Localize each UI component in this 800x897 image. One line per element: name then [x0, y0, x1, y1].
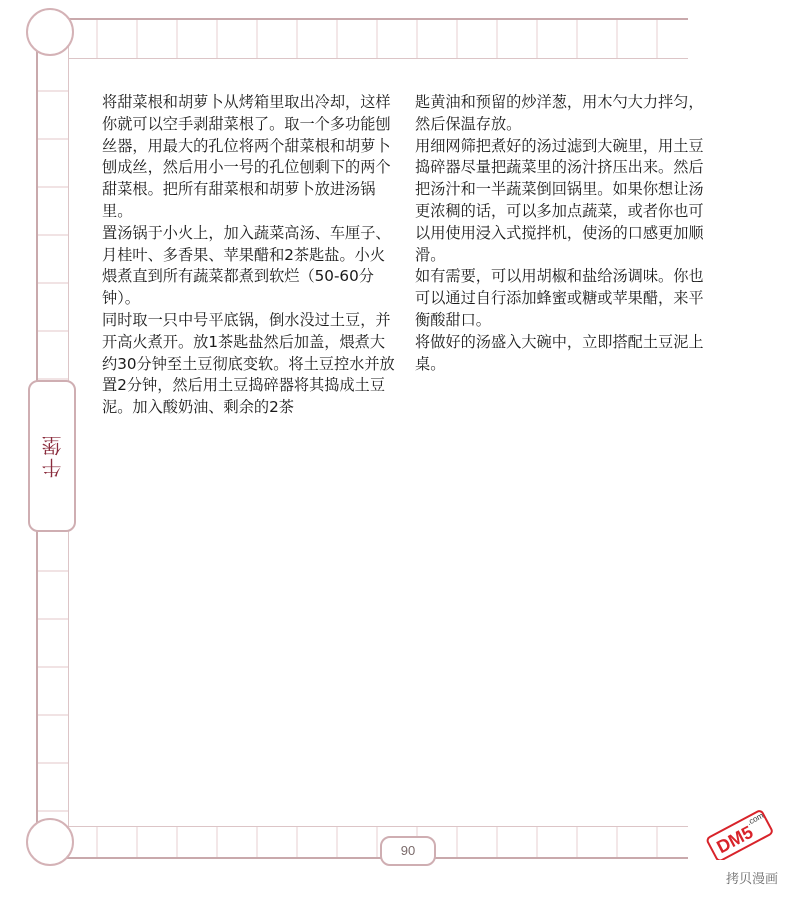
- text-column-left: [102, 92, 398, 419]
- dm5-logo-text: DM5: [713, 821, 757, 858]
- corner-ornament-top-left: [26, 8, 74, 56]
- paragraph: 置汤锅于小火上，加入蔬菜高汤、车厘子、月桂叶、多香果、苹果醋和2茶匙盐。小火煨煮直到所有蔬菜都煮到软烂（50-60分钟）。: [102, 223, 391, 308]
- paragraph: 如有需要，可以用胡椒和盐给汤调味。你也可以通过自行添加蜂蜜或糖或苹果醋，来平衡酸甜口。: [415, 267, 704, 329]
- paragraph: 匙黄油和预留的炒洋葱，用木勺大力拌匀，然后保温存放。: [415, 93, 704, 133]
- ornamental-border-top: [36, 18, 688, 59]
- ornamental-border-bottom: [36, 826, 688, 859]
- chapter-side-tab-label: 牛堡: [40, 434, 65, 478]
- page-number: 90: [380, 836, 436, 866]
- watermark: 拷贝漫画: [726, 872, 779, 887]
- dm5-logo-icon: [702, 806, 788, 860]
- chapter-side-tab: [28, 380, 76, 532]
- paragraph: 用细网筛把煮好的汤过滤到大碗里，用土豆捣碎器尽量把蔬菜里的汤汁挤压出来。然后把汤汁和一半蔬菜倒回锅里。如果你想让汤更浓稠的话，可以多加点蔬菜，或者你也可以用使用浸入式搅拌机，使汤的口感更加顺滑。: [415, 136, 704, 264]
- text-column-right: [415, 92, 711, 375]
- paragraph: 将做好的汤盛入大碗中，立即搭配土豆泥上桌。: [415, 332, 704, 373]
- dm5-logo-suffix: .com: [745, 810, 766, 828]
- paragraph: 同时取一只中号平底锅，倒水没过土豆，并开高火煮开。放1茶匙盐然后加盖，煨煮大约30分钟至土豆彻底变软。将土豆控水并放置2分钟，然后用土豆捣碎器将其捣成土豆泥。加入酸奶油、剩余的2茶: [102, 310, 395, 417]
- paragraph: 将甜菜根和胡萝卜从烤箱里取出冷却，这样你就可以空手剥甜菜根了。取一个多功能刨丝器，用最大的孔位将两个甜菜根和胡萝卜刨成丝，然后用小一号的孔位刨剩下的两个甜菜根。把所有甜菜根和胡萝卜放进汤锅里。: [102, 93, 391, 220]
- corner-ornament-bottom-left: [26, 818, 74, 866]
